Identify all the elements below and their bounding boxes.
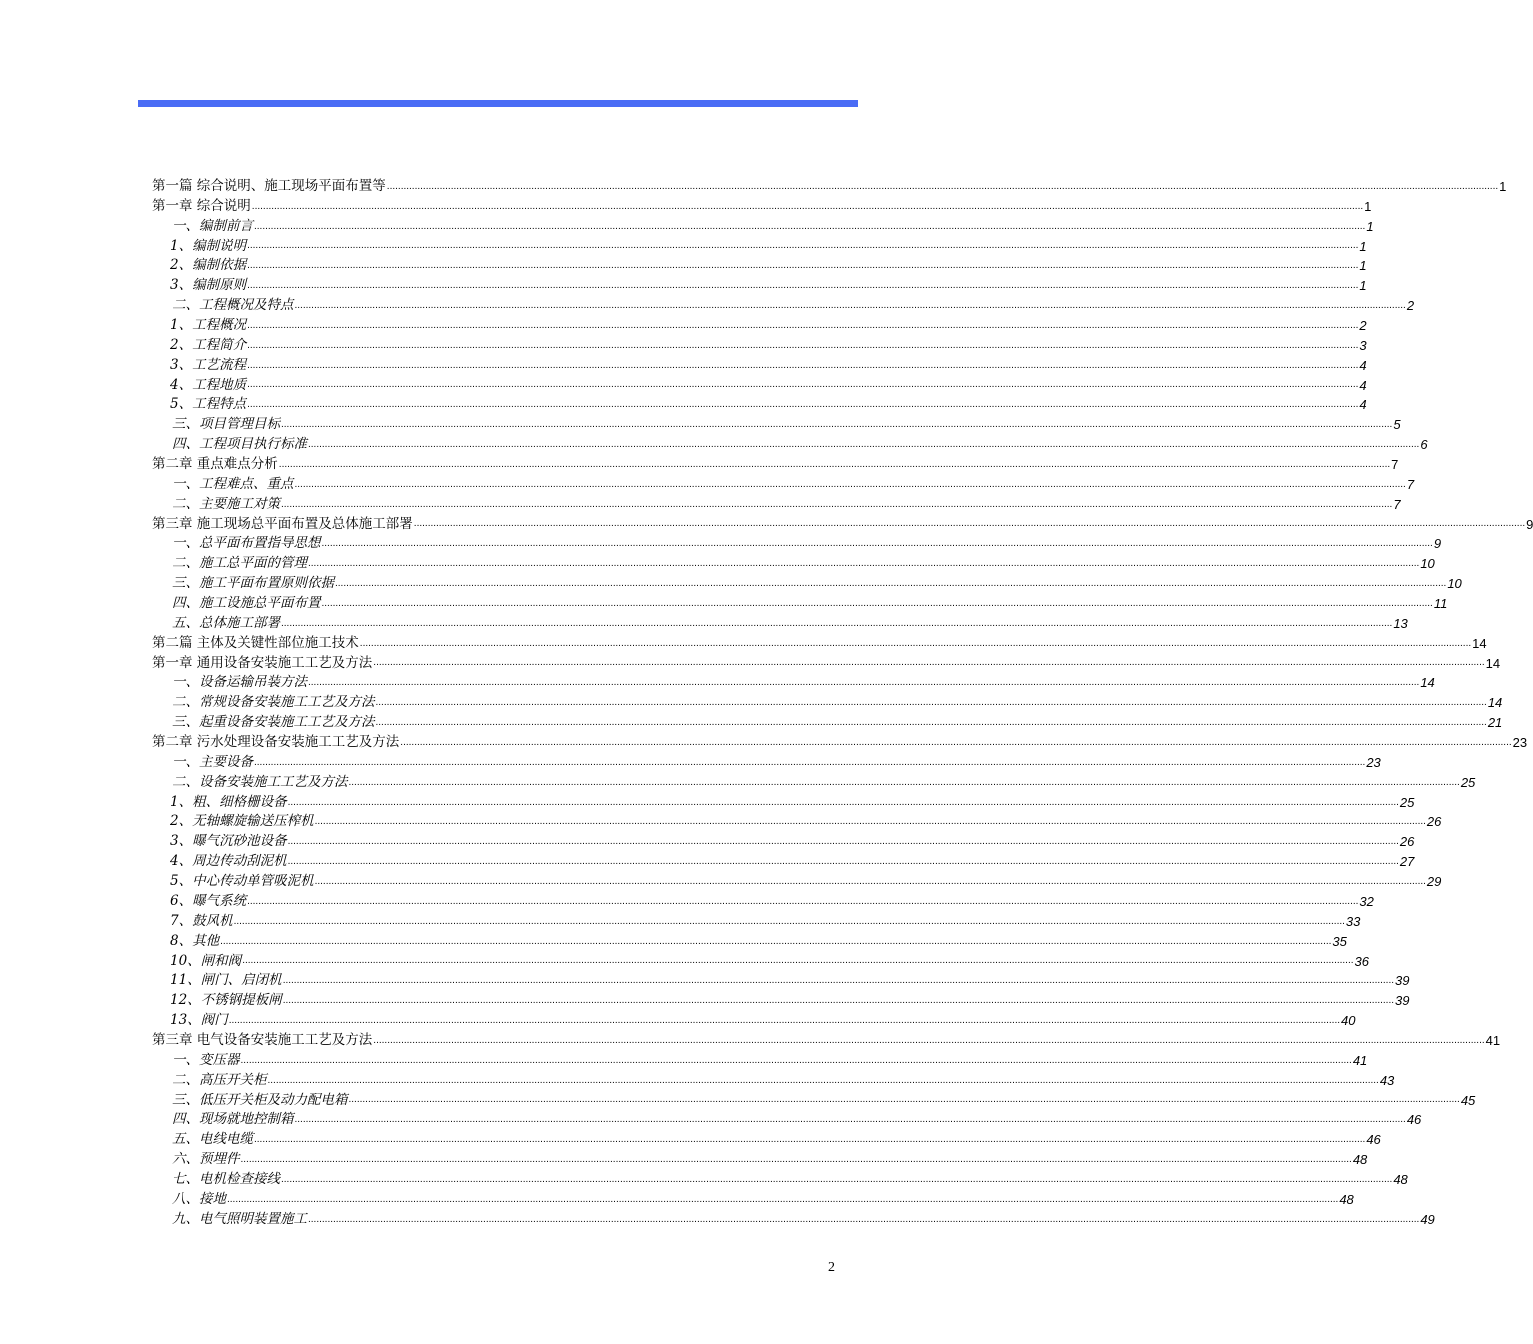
toc-entry[interactable] — [152, 376, 1367, 396]
toc-entry-page: 1 — [1499, 178, 1507, 194]
toc-entry[interactable] — [152, 177, 1507, 197]
toc-entry-page: 1 — [1359, 238, 1367, 254]
toc-entry[interactable] — [152, 1130, 1381, 1150]
toc-entry-page: 26 — [1399, 834, 1415, 850]
toc-entry[interactable] — [152, 435, 1428, 455]
toc-entry[interactable] — [152, 534, 1442, 554]
toc-entry[interactable] — [152, 1150, 1368, 1170]
dot-leader: ................................................................................................................................................................................................................................................................................................................................................................................................................ — [321, 538, 1433, 550]
toc-entry[interactable] — [152, 574, 1462, 594]
toc-entry-title: 1、编制说明 — [170, 237, 247, 254]
toc-entry-page: 41 — [1485, 1032, 1501, 1048]
toc-entry[interactable] — [152, 932, 1347, 952]
toc-entry-page: 39 — [1395, 993, 1410, 1009]
dot-leader: ................................................................................................................................................................................................................................................................................................................................................................................................................ — [251, 200, 1364, 212]
toc-entry[interactable] — [152, 753, 1381, 773]
toc-entry-page: 46 — [1366, 1132, 1381, 1148]
dot-leader: ................................................................................................................................................................................................................................................................................................................................................................................................................ — [287, 856, 1399, 868]
toc-entry[interactable] — [152, 237, 1367, 257]
dot-leader: ................................................................................................................................................................................................................................................................................................................................................................................................................ — [282, 975, 1395, 987]
toc-entry-title: 2、编制依据 — [170, 257, 247, 274]
toc-entry-title: 二、施工总平面的管理 — [172, 555, 307, 572]
toc-entry-page: 35 — [1332, 933, 1347, 949]
dot-leader: ................................................................................................................................................................................................................................................................................................................................................................................................................ — [247, 379, 1359, 391]
toc-entry-title: 一、总平面布置指导思想 — [172, 535, 321, 552]
toc-entry[interactable] — [152, 455, 1399, 475]
toc-entry-title: 一、工程难点、重点 — [172, 475, 294, 492]
toc-entry-page: 9 — [1526, 516, 1533, 532]
toc-entry-page: 3 — [1359, 337, 1367, 353]
dot-leader: ................................................................................................................................................................................................................................................................................................................................................................................................................ — [247, 319, 1359, 331]
toc-entry-page: 7 — [1406, 476, 1415, 492]
dot-leader: ................................................................................................................................................................................................................................................................................................................................................................................................................ — [359, 637, 1472, 649]
toc-entry-title: 二、主要施工对策 — [172, 495, 280, 512]
toc-entry[interactable] — [152, 832, 1415, 852]
toc-entry-title: 1、工程概况 — [170, 317, 247, 333]
toc-entry-title: 五、总体施工部署 — [172, 614, 280, 631]
toc-entry-title: 10、闸和阀 — [170, 952, 242, 969]
toc-entry[interactable] — [152, 1051, 1368, 1071]
dot-leader: ................................................................................................................................................................................................................................................................................................................................................................................................................ — [348, 1094, 1460, 1106]
toc-entry-title: 第三章 施工现场总平面布置及总体施工部署 — [152, 515, 413, 532]
table-of-contents — [152, 177, 1533, 1230]
dot-leader: ................................................................................................................................................................................................................................................................................................................................................................................................................ — [247, 280, 1359, 292]
toc-entry-page: 1 — [1359, 258, 1367, 274]
toc-entry-page: 1 — [1364, 198, 1372, 214]
toc-entry[interactable] — [152, 813, 1442, 833]
toc-entry-page: 1 — [1359, 278, 1367, 294]
toc-entry[interactable] — [152, 654, 1501, 674]
toc-entry-title: 第一篇 综合说明、施工现场平面布置等 — [152, 177, 386, 194]
toc-entry-title: 一、变压器 — [172, 1051, 240, 1068]
toc-entry[interactable] — [152, 693, 1503, 713]
dot-leader: ................................................................................................................................................................................................................................................................................................................................................................................................................ — [373, 657, 1485, 669]
toc-entry[interactable] — [152, 1011, 1356, 1031]
dot-leader: ................................................................................................................................................................................................................................................................................................................................................................................................................ — [240, 1054, 1352, 1066]
toc-entry[interactable] — [152, 614, 1408, 634]
toc-entry[interactable] — [152, 217, 1374, 237]
dot-leader: ................................................................................................................................................................................................................................................................................................................................................................................................................ — [373, 1034, 1485, 1046]
dot-leader: ................................................................................................................................................................................................................................................................................................................................................................................................................ — [413, 518, 1526, 530]
toc-entry[interactable] — [152, 594, 1448, 614]
dot-leader: ................................................................................................................................................................................................................................................................................................................................................................................................................ — [267, 1074, 1379, 1086]
dot-leader: ................................................................................................................................................................................................................................................................................................................................................................................................................ — [254, 756, 1366, 768]
toc-entry-page: 4 — [1359, 397, 1367, 413]
toc-entry-title: 二、设备安装施工工艺及方法 — [172, 773, 348, 790]
toc-entry-page: 23 — [1512, 735, 1528, 751]
dot-leader: ................................................................................................................................................................................................................................................................................................................................................................................................................ — [247, 399, 1359, 411]
toc-entry-title: 6、曝气系统 — [170, 892, 247, 909]
dot-leader: ................................................................................................................................................................................................................................................................................................................................................................................................................ — [294, 1114, 1406, 1126]
toc-entry-title: 六、预埋件 — [172, 1151, 240, 1168]
toc-entry-title: 3、编制原则 — [170, 277, 247, 294]
toc-entry-page: 5 — [1393, 417, 1401, 433]
toc-entry-title: 一、设备运输吊装方法 — [172, 674, 307, 691]
toc-entry[interactable] — [152, 673, 1435, 693]
toc-entry-page: 10 — [1447, 576, 1462, 592]
dot-leader: ................................................................................................................................................................................................................................................................................................................................................................................................................ — [233, 915, 1345, 927]
toc-entry-title: 七、电机检查接线 — [172, 1170, 280, 1187]
toc-entry-page: 6 — [1420, 437, 1428, 453]
dot-leader: ................................................................................................................................................................................................................................................................................................................................................................................................................ — [375, 717, 1487, 729]
dot-leader: ................................................................................................................................................................................................................................................................................................................................................................................................................ — [348, 776, 1460, 788]
toc-entry-page: 25 — [1399, 794, 1415, 810]
toc-entry[interactable] — [152, 256, 1367, 276]
dot-leader: ................................................................................................................................................................................................................................................................................................................................................................................................................ — [227, 1193, 1339, 1205]
toc-entry-title: 三、项目管理目标 — [172, 416, 280, 433]
toc-entry-title: 2、无轴螺旋输送压榨机 — [170, 813, 314, 830]
toc-entry[interactable] — [152, 197, 1372, 217]
toc-entry[interactable] — [152, 296, 1415, 316]
toc-entry-page: 14 — [1487, 695, 1503, 711]
toc-entry[interactable] — [152, 415, 1401, 435]
toc-entry-page: 2 — [1406, 298, 1415, 314]
toc-entry-page: 26 — [1426, 814, 1442, 830]
dot-leader: ................................................................................................................................................................................................................................................................................................................................................................................................................ — [400, 736, 1512, 748]
toc-entry-page: 48 — [1352, 1152, 1368, 1168]
toc-entry-title: 四、现场就地控制箱 — [172, 1111, 294, 1128]
dot-leader: ................................................................................................................................................................................................................................................................................................................................................................................................................ — [308, 677, 1420, 689]
toc-entry-title: 九、电气照明装置施工 — [172, 1210, 307, 1227]
toc-entry-page: 10 — [1420, 556, 1435, 572]
toc-entry[interactable] — [152, 1110, 1422, 1130]
toc-entry[interactable] — [152, 395, 1367, 415]
toc-entry-page: 21 — [1487, 715, 1503, 731]
dot-leader: ................................................................................................................................................................................................................................................................................................................................................................................................................ — [282, 995, 1395, 1007]
toc-entry-page: 36 — [1354, 953, 1369, 969]
toc-entry-page: 14 — [1485, 655, 1501, 671]
dot-leader: ................................................................................................................................................................................................................................................................................................................................................................................................................ — [314, 816, 1426, 828]
toc-entry-title: 一、主要设备 — [172, 753, 253, 770]
toc-entry-title: 8、其他 — [170, 932, 220, 949]
dot-leader: ................................................................................................................................................................................................................................................................................................................................................................................................................ — [321, 597, 1433, 609]
dot-leader: ................................................................................................................................................................................................................................................................................................................................................................................................................ — [220, 935, 1332, 947]
dot-leader: ................................................................................................................................................................................................................................................................................................................................................................................................................ — [308, 558, 1420, 570]
dot-leader: ................................................................................................................................................................................................................................................................................................................................................................................................................ — [335, 578, 1447, 590]
toc-entry[interactable] — [152, 713, 1503, 733]
toc-entry-page: 45 — [1460, 1092, 1476, 1108]
dot-leader: ................................................................................................................................................................................................................................................................................................................................................................................................................ — [228, 1014, 1341, 1026]
toc-entry[interactable] — [152, 554, 1435, 574]
toc-entry-page: 4 — [1359, 377, 1367, 393]
toc-entry-title: 4、工程地质 — [170, 376, 247, 393]
page-number: 2 — [828, 1260, 835, 1275]
dot-leader: ................................................................................................................................................................................................................................................................................................................................................................................................................ — [281, 498, 1393, 510]
toc-entry-title: 三、起重设备安装施工工艺及方法 — [172, 714, 375, 731]
toc-entry-title: 第二章 污水处理设备安装施工工艺及方法 — [152, 734, 400, 751]
toc-entry-page: 4 — [1359, 357, 1367, 373]
toc-entry-page: 11 — [1433, 596, 1448, 612]
toc-entry-title: 5、工程特点 — [170, 396, 247, 413]
toc-entry-page: 49 — [1420, 1211, 1435, 1227]
toc-entry-page: 27 — [1399, 854, 1415, 870]
toc-entry-title: 二、高压开关柜 — [172, 1071, 267, 1088]
toc-entry-page: 41 — [1352, 1052, 1368, 1068]
toc-entry-title: 第二篇 主体及关键性部位施工技术 — [152, 634, 359, 651]
toc-entry-title: 11、闸门、启闭机 — [170, 972, 282, 989]
toc-entry-title: 4、周边传动刮泥机 — [170, 853, 287, 870]
toc-entry-page: 25 — [1460, 774, 1476, 790]
toc-entry-page: 14 — [1420, 675, 1435, 691]
dot-leader: ................................................................................................................................................................................................................................................................................................................................................................................................................ — [375, 697, 1487, 709]
toc-entry[interactable] — [152, 276, 1367, 296]
toc-entry-title: 三、低压开关柜及动力配电箱 — [172, 1091, 348, 1108]
toc-entry-page: 14 — [1472, 635, 1487, 651]
toc-entry[interactable] — [152, 1190, 1354, 1210]
header-rule — [138, 100, 858, 107]
toc-entry-page: 40 — [1341, 1013, 1356, 1029]
toc-entry[interactable] — [152, 1210, 1435, 1230]
dot-leader: ................................................................................................................................................................................................................................................................................................................................................................................................................ — [247, 339, 1359, 351]
toc-entry-title: 3、曝气沉砂池设备 — [170, 833, 287, 850]
dot-leader: ................................................................................................................................................................................................................................................................................................................................................................................................................ — [294, 478, 1406, 490]
toc-entry[interactable] — [152, 316, 1367, 336]
toc-entry[interactable] — [152, 952, 1369, 972]
toc-entry[interactable] — [152, 634, 1487, 654]
dot-leader: ................................................................................................................................................................................................................................................................................................................................................................................................................ — [247, 359, 1359, 371]
dot-leader: ................................................................................................................................................................................................................................................................................................................................................................................................................ — [254, 220, 1366, 232]
toc-entry-title: 四、工程项目执行标准 — [172, 436, 307, 453]
dot-leader: ................................................................................................................................................................................................................................................................................................................................................................................................................ — [281, 419, 1393, 431]
dot-leader: ................................................................................................................................................................................................................................................................................................................................................................................................................ — [242, 955, 1354, 967]
toc-entry-page: 48 — [1339, 1191, 1354, 1207]
toc-entry-title: 2、工程简介 — [170, 336, 247, 353]
toc-entry-page: 32 — [1359, 893, 1374, 909]
toc-entry[interactable] — [152, 872, 1442, 892]
toc-entry[interactable] — [152, 1031, 1501, 1051]
toc-entry-title: 5、中心传动单管吸泥机 — [170, 873, 314, 890]
dot-leader: ................................................................................................................................................................................................................................................................................................................................................................................................................ — [278, 458, 1391, 470]
toc-entry-title: 二、常规设备安装施工工艺及方法 — [172, 694, 375, 711]
toc-entry[interactable] — [152, 912, 1361, 932]
dot-leader: ................................................................................................................................................................................................................................................................................................................................................................................................................ — [254, 1134, 1366, 1146]
toc-entry-title: 13、阀门 — [170, 1012, 228, 1029]
toc-entry-page: 7 — [1393, 496, 1401, 512]
dot-leader: ................................................................................................................................................................................................................................................................................................................................................................................................................ — [308, 1213, 1420, 1225]
toc-entry[interactable] — [152, 1071, 1395, 1091]
toc-entry[interactable] — [152, 793, 1415, 813]
toc-entry-title: 第二章 重点难点分析 — [152, 456, 278, 473]
toc-entry[interactable] — [152, 495, 1401, 515]
toc-entry-page: 7 — [1391, 457, 1399, 473]
toc-entry-title: 1、粗、细格栅设备 — [170, 793, 287, 810]
toc-entry[interactable] — [152, 852, 1415, 872]
dot-leader: ................................................................................................................................................................................................................................................................................................................................................................................................................ — [386, 180, 1499, 192]
toc-entry[interactable] — [152, 971, 1410, 991]
toc-entry-page: 29 — [1426, 874, 1442, 890]
toc-entry-title: 五、电线电缆 — [172, 1131, 253, 1148]
toc-entry[interactable] — [152, 336, 1367, 356]
dot-leader: ................................................................................................................................................................................................................................................................................................................................................................................................................ — [281, 1173, 1393, 1185]
toc-entry-page: 46 — [1406, 1112, 1422, 1128]
toc-entry[interactable] — [152, 1091, 1476, 1111]
toc-entry-title: 7、鼓风机 — [170, 912, 233, 929]
dot-leader: ................................................................................................................................................................................................................................................................................................................................................................................................................ — [240, 1153, 1352, 1165]
dot-leader: ................................................................................................................................................................................................................................................................................................................................................................................................................ — [287, 836, 1399, 848]
dot-leader: ................................................................................................................................................................................................................................................................................................................................................................................................................ — [314, 875, 1426, 887]
dot-leader: ................................................................................................................................................................................................................................................................................................................................................................................................................ — [287, 796, 1399, 808]
toc-entry-page: 43 — [1379, 1072, 1395, 1088]
toc-entry-page: 13 — [1393, 615, 1408, 631]
toc-entry[interactable] — [152, 733, 1528, 753]
toc-entry-title: 第一章 通用设备安装施工工艺及方法 — [152, 654, 373, 671]
toc-entry[interactable] — [152, 991, 1410, 1011]
dot-leader: ................................................................................................................................................................................................................................................................................................................................................................................................................ — [247, 260, 1359, 272]
toc-entry[interactable] — [152, 1170, 1408, 1190]
toc-entry-title: 一、编制前言 — [172, 217, 253, 234]
toc-entry[interactable] — [152, 773, 1476, 793]
dot-leader: ................................................................................................................................................................................................................................................................................................................................................................................................................ — [247, 240, 1359, 252]
dot-leader: ................................................................................................................................................................................................................................................................................................................................................................................................................ — [308, 439, 1420, 451]
toc-entry[interactable] — [152, 356, 1367, 376]
toc-entry-page: 2 — [1359, 318, 1367, 333]
toc-entry[interactable] — [152, 475, 1415, 495]
toc-entry-page: 39 — [1395, 973, 1410, 989]
toc-entry-title: 3、工艺流程 — [170, 356, 247, 373]
toc-entry-title: 第三章 电气设备安装施工工艺及方法 — [152, 1031, 373, 1048]
dot-leader: ................................................................................................................................................................................................................................................................................................................................................................................................................ — [294, 300, 1406, 312]
toc-entry-title: 二、工程概况及特点 — [172, 297, 294, 314]
dot-leader: ................................................................................................................................................................................................................................................................................................................................................................................................................ — [247, 895, 1359, 907]
dot-leader: ................................................................................................................................................................................................................................................................................................................................................................................................................ — [281, 617, 1393, 629]
toc-entry[interactable] — [152, 892, 1374, 912]
toc-entry-page: 1 — [1366, 218, 1374, 234]
toc-entry-title: 八、接地 — [172, 1190, 226, 1207]
toc-entry-title: 三、施工平面布置原则依据 — [172, 575, 334, 592]
toc-entry-title: 四、施工设施总平面布置 — [172, 595, 321, 612]
toc-entry-page: 9 — [1433, 536, 1442, 552]
toc-entry-page: 33 — [1345, 913, 1361, 929]
toc-entry-page: 23 — [1366, 754, 1381, 770]
toc-entry[interactable] — [152, 515, 1533, 535]
toc-entry-page: 48 — [1393, 1171, 1408, 1187]
toc-entry-title: 12、不锈钢提板闸 — [170, 992, 282, 1009]
toc-entry-title: 第一章 综合说明 — [152, 197, 251, 214]
